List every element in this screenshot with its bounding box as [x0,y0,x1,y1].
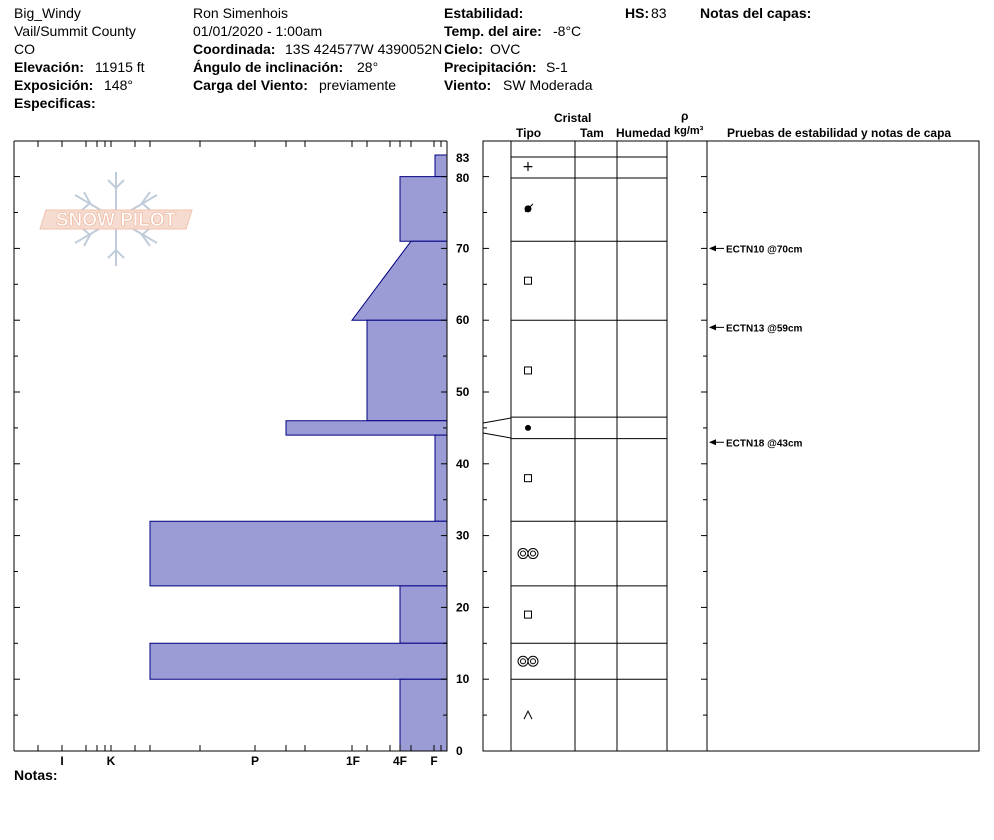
size-header: Tam [580,126,604,140]
wind-value: SW Moderada [503,77,593,93]
crystal-symbol-round-inner [521,551,526,556]
wind-load-value: previamente [319,77,397,93]
height-tick-label: 30 [456,528,470,543]
height-tick-label: 20 [456,600,470,615]
hardness-layer [435,435,447,521]
aspect-label: Exposición: [14,77,94,93]
hardness-layer [400,177,447,242]
crystal-symbol-round [518,656,528,666]
crystal-header: Cristal [554,111,592,125]
coordinate-value: 13S 424577W 4390052N [285,41,443,57]
hardness-layer [367,320,447,421]
crystal-symbol-depth-hoar [524,711,532,719]
crystal-symbol-round [528,656,538,666]
elevation-value: 11915 ft [95,59,145,75]
aspect-value: 148° [104,77,133,93]
layer-notes-label: Notas del capas: [700,5,812,21]
stability-test-label: ECTN10 @70cm [726,244,803,256]
specifics-label: Especificas: [14,95,96,111]
stability-test-arrowhead [709,324,716,330]
hardness-scale-label: F [430,754,438,768]
hardness-scale-label: K [106,754,116,768]
stability-test-label: ECTN18 @43cm [726,438,803,450]
height-tick-label: 83 [456,151,470,165]
density-unit: kg/m³ [674,125,704,137]
air-temp-value: -8°C [553,23,582,39]
hardness-scale-label: 4F [392,754,408,768]
observation-datetime: 01/01/2020 - 1:00am [193,23,323,39]
crystal-symbol-round-inner [531,551,536,556]
hardness-layer [286,421,447,435]
crystal-symbol-faceted [525,277,532,284]
crystal-symbol-faceted [525,475,532,482]
wind-label: Viento: [444,77,492,93]
hs-value: 83 [651,5,667,21]
height-tick-label: 50 [456,385,470,399]
slope-angle-label: Ángulo de inclinación: [193,59,344,75]
crystal-symbol-precip: + [522,158,534,175]
region-name: Vail/Summit County [14,23,136,39]
air-temp-label: Temp. del aire: [444,23,542,39]
hardness-layer [400,586,447,643]
type-header: Tipo [516,126,542,140]
notes-label: Notas: [14,767,58,783]
coordinate-label: Coordinada: [193,41,276,57]
crystal-symbol-round [528,549,538,559]
hardness-layer [352,241,447,320]
stability-label: Estabilidad: [444,5,524,21]
height-tick-label: 70 [456,241,470,256]
crystal-symbol-faceted [525,611,532,618]
hardness-scale-label: P [250,754,260,768]
crystal-symbol-round-inner [531,659,536,664]
moisture-header: Humedad [616,126,671,140]
crystal-symbol-round [518,549,528,559]
height-tick-label: 0 [456,744,463,758]
hardness-layer [435,155,447,177]
hardness-layer [400,679,447,751]
hardness-scale-label: I [60,754,64,768]
crystal-symbol-faceted [525,367,532,374]
hs-label: HS: [625,5,650,21]
density-symbol: ρ [681,109,689,123]
stability-test-arrowhead [709,439,716,445]
location-name: Big_Windy [14,5,81,21]
logo-text: SNOW PILOT [55,210,177,231]
crystal-symbol-melt [525,425,531,431]
hardness-layer [150,643,447,679]
precipitation-label: Precipitación: [444,59,537,75]
snowpilot-logo [40,172,192,266]
height-tick-label: 80 [456,171,470,185]
observer-name: Ron Simenhois [193,5,288,21]
stability-test-label: ECTN13 @59cm [726,323,803,335]
stability-tests-header: Pruebas de estabilidad y notas de capa [727,126,952,140]
height-tick-label: 10 [456,672,470,687]
slope-angle-value: 28° [357,59,379,75]
precipitation-value: S-1 [546,59,568,75]
hardness-scale-label: 1F [345,754,361,768]
state-name: CO [14,41,35,57]
sky-label: Cielo: [444,41,483,57]
height-tick-label: 60 [456,313,470,328]
stability-test-arrowhead [709,245,716,251]
layer-connector-line [483,418,511,423]
sky-value: OVC [490,41,521,57]
hardness-layer [150,521,447,586]
layer-connector-line [483,433,511,438]
crystal-symbol-round-inner [521,659,526,664]
elevation-label: Elevación: [14,59,85,75]
height-tick-label: 40 [456,456,470,471]
wind-load-label: Carga del Viento: [193,77,308,93]
